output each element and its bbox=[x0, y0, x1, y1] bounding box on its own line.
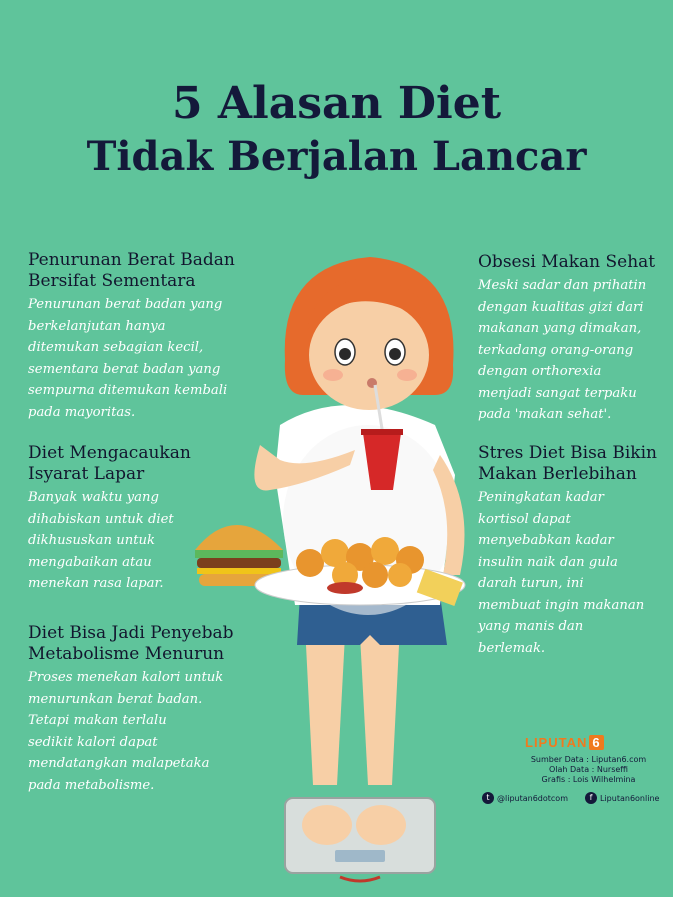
reason-1-body: Penurunan berat badan yang berkelanjutan hanya ditemukan sebagian kecil, sementara berat badan yang sempurna ditemukan kembali pada mayoritas. bbox=[28, 297, 228, 420]
reason-1 bbox=[28, 250, 263, 423]
credit-data: Olah Data : Nurseffi bbox=[548, 765, 629, 774]
reason-2-body: Banyak waktu yang dihabiskan untuk diet dikhususkan untuk mengabaikan atau menekan rasa lapar. bbox=[28, 490, 174, 591]
reason-1-heading: Penurunan Berat Badan Bersifat Sementara bbox=[28, 250, 235, 291]
credit-source: Sumber Data : Liputan6.com bbox=[530, 755, 647, 764]
logo-text: LIPUTAN bbox=[525, 735, 588, 750]
facebook-handle[interactable] bbox=[585, 792, 659, 804]
credit-graphic: Grafis : Lois Wilhelmina bbox=[541, 775, 636, 784]
liputan6-logo bbox=[525, 735, 604, 750]
logo-number: 6 bbox=[589, 735, 603, 750]
facebook-label: Liputan6online bbox=[600, 793, 660, 803]
reason-3-heading: Diet Bisa Jadi Penyebab Metabolisme Menurun bbox=[28, 623, 234, 664]
reason-4-body: Meski sadar dan prihatin dengan kualitas gizi dari makanan yang dimakan, terkadang orang-orang dengan orthorexia menjadi sangat terpaku pada 'makan sehat'. bbox=[478, 278, 647, 422]
reason-4 bbox=[478, 252, 673, 426]
twitter-handle[interactable] bbox=[482, 792, 568, 804]
reason-2-heading: Diet Mengacaukan Isyarat Lapar bbox=[28, 443, 191, 484]
title-line-1: 5 Alasan Diet bbox=[171, 78, 502, 129]
face-image bbox=[307, 277, 433, 410]
scale-image bbox=[285, 798, 435, 881]
credits bbox=[506, 755, 671, 785]
reason-5-heading: Stres Diet Bisa Bikin Makan Berlebihan bbox=[478, 443, 657, 484]
twitter-icon: t bbox=[482, 792, 494, 804]
reason-2 bbox=[28, 443, 263, 595]
reason-4-heading: Obsesi Makan Sehat bbox=[478, 252, 656, 272]
facebook-icon: f bbox=[585, 792, 597, 804]
title-line-2: Tidak Berjalan Lancar bbox=[86, 133, 587, 180]
reason-3 bbox=[28, 623, 263, 796]
reason-3-body: Proses menekan kalori untuk menurunkan berat badan. Tetapi makan terlalu sedikit kalori dapat mendatangkan malapetaka pada metabolisme. bbox=[28, 670, 224, 793]
reason-5 bbox=[478, 443, 673, 659]
twitter-label: @liputan6dotcom bbox=[497, 793, 568, 803]
reason-5-body: Peningkatan kadar kortisol dapat menyebabkan kadar insulin naik dan gula darah turun, ini membuat ingin makanan yang manis dan berlemak. bbox=[478, 490, 645, 656]
